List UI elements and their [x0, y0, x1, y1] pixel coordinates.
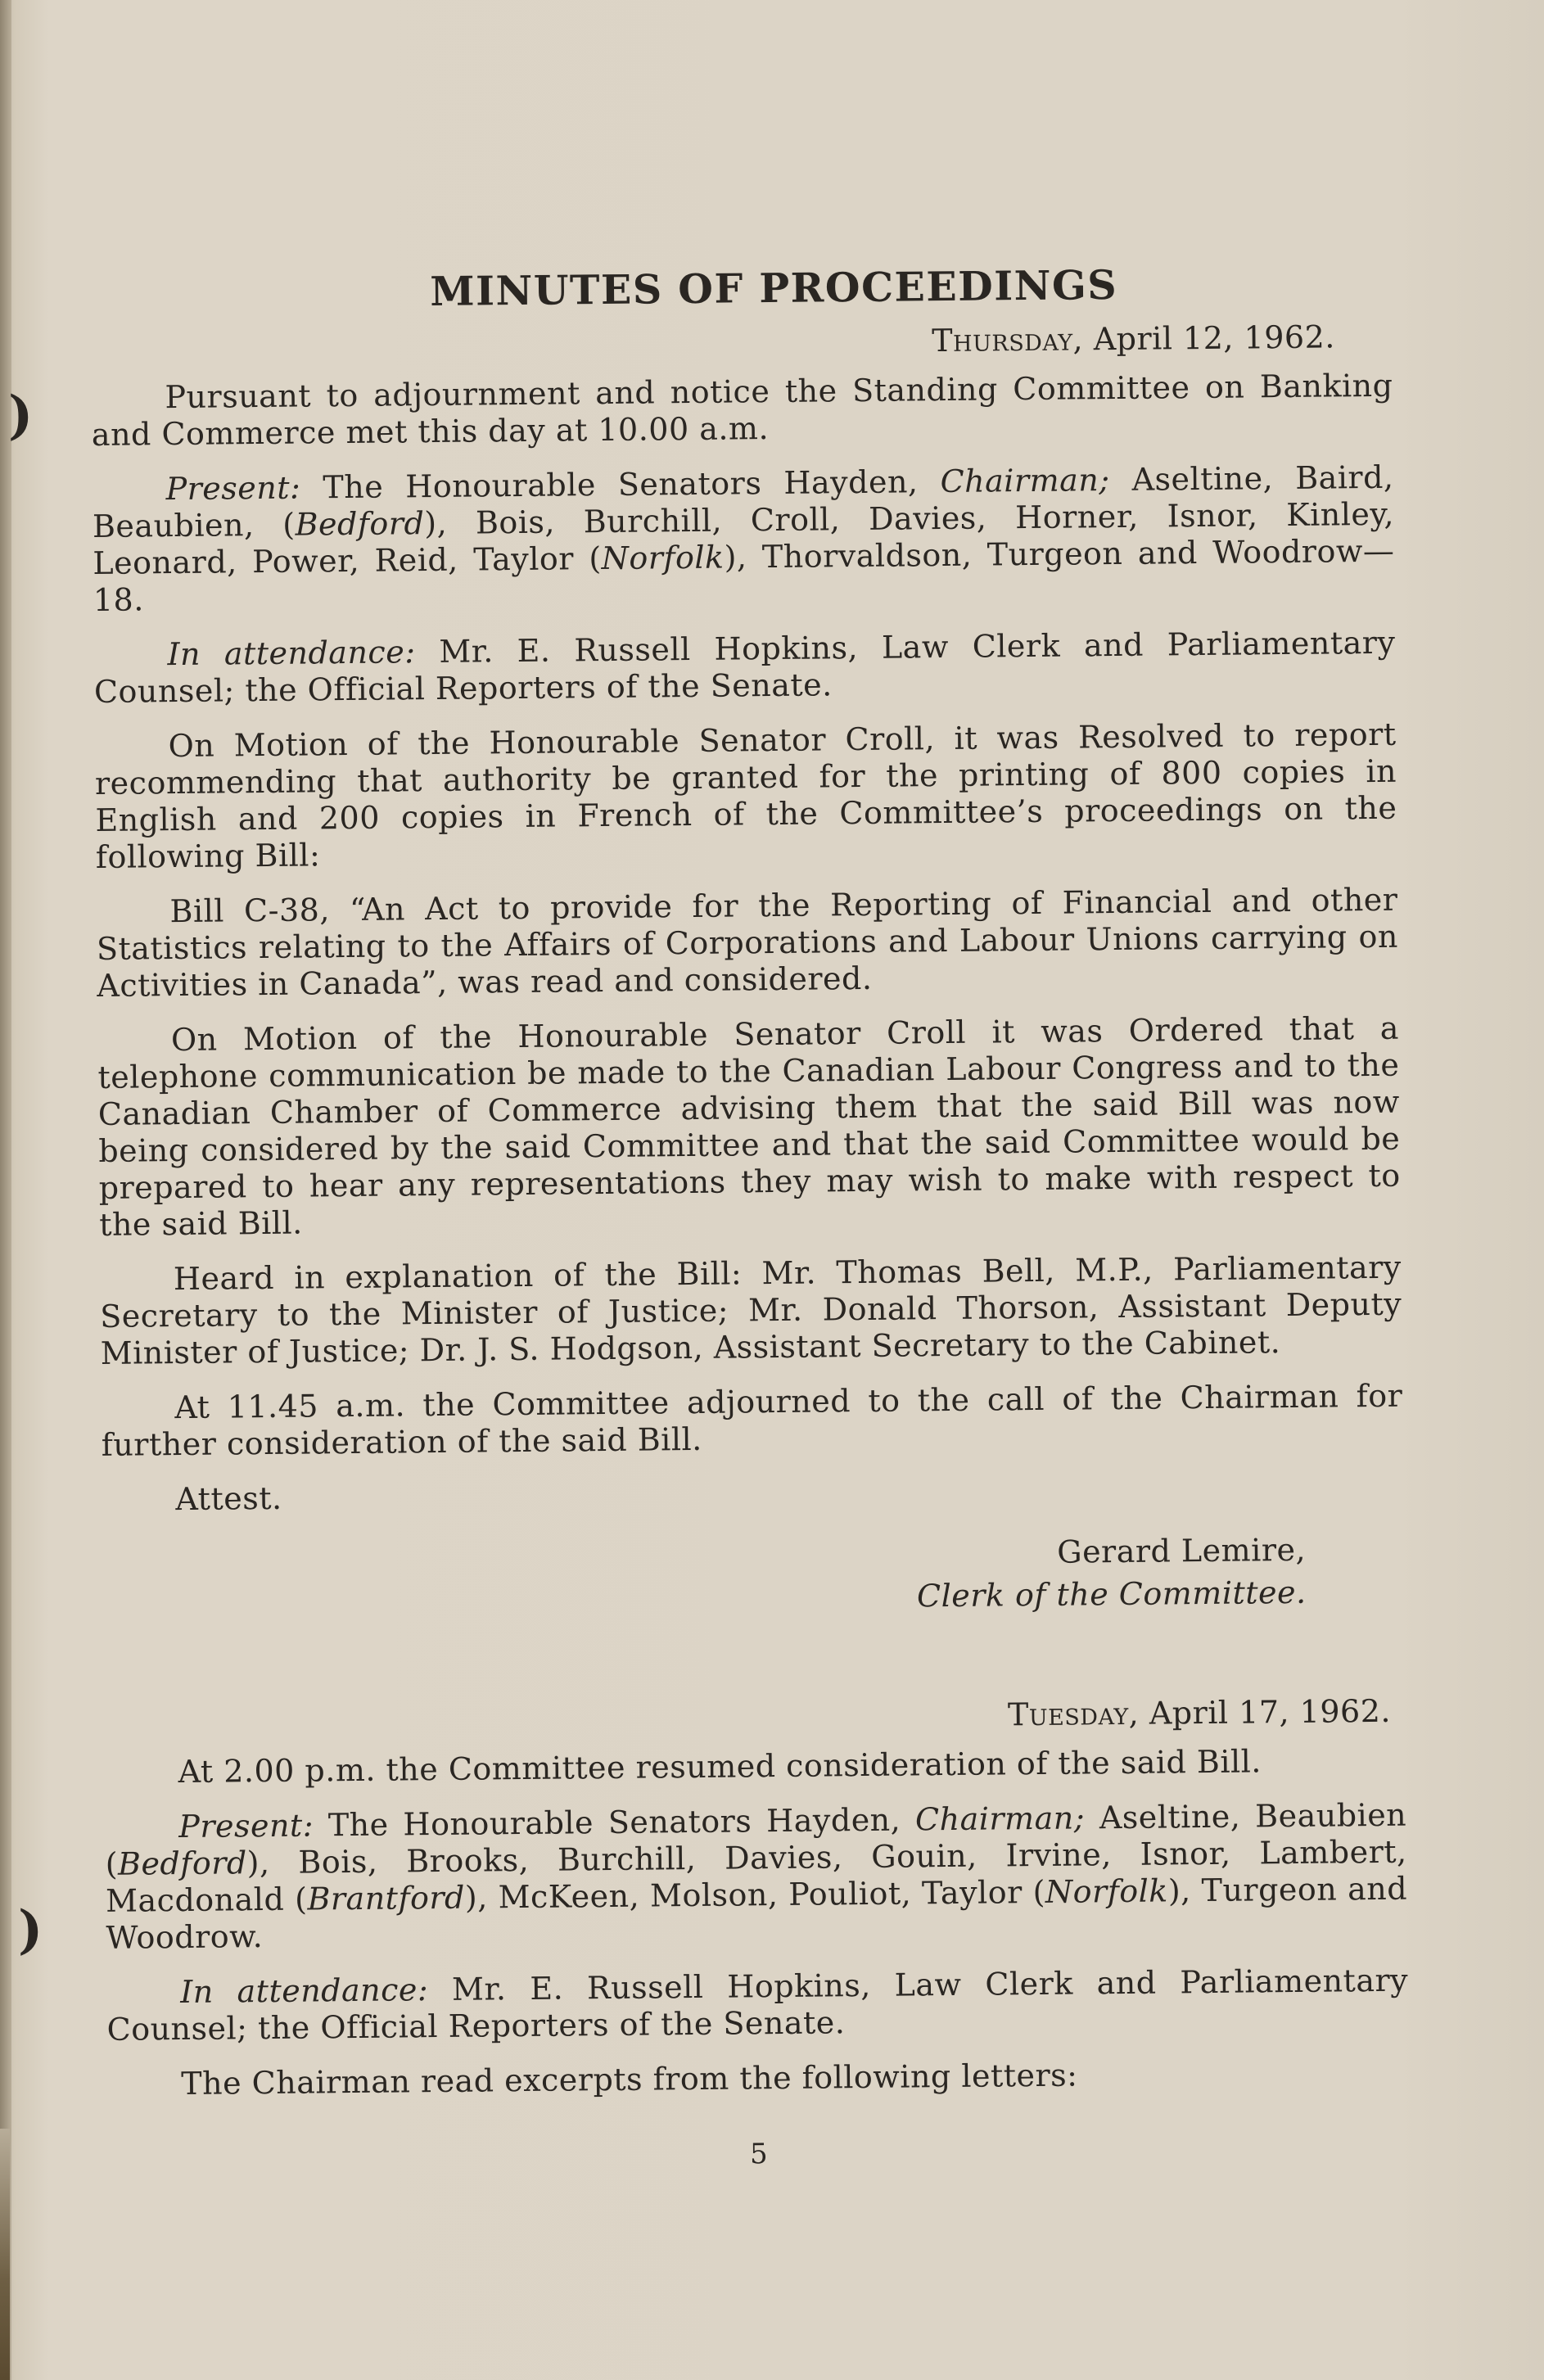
- attest-line: Attest.: [175, 1479, 282, 1518]
- paragraph-attendance: [93, 625, 1396, 711]
- constituency: Bedford: [117, 1845, 247, 1882]
- paragraph-present-2: [105, 1797, 1408, 1957]
- attendance-text: Mr. E. Russell Hopkins, Law Clerk and Parliamentary Counsel; the Official Reporters of the Senate.: [106, 1962, 1409, 2048]
- meeting-weekday: Tuesday,: [1007, 1695, 1140, 1733]
- constituency: Norfolk: [1045, 1872, 1169, 1910]
- present-text: ), McKeen, Molson, Pouliot, Taylor (: [464, 1873, 1046, 1916]
- present-text: ), Thorvaldson, Turgeon and Woodrow—18.: [93, 532, 1395, 618]
- meeting-date-text: April 17, 1962.: [1149, 1692, 1392, 1732]
- signature-title: Clerk of the Committee.: [916, 1574, 1307, 1615]
- meeting-date-text: April 12, 1962.: [1093, 318, 1336, 358]
- present-text: ), Bois, Brooks, Burchill, Davies, Gouin, Irvine, Isnor, Lambert, Macdonald (: [105, 1833, 1407, 1919]
- margin-mark-2: ): [18, 1899, 43, 1961]
- chairman-label: Chairman;: [914, 1800, 1086, 1838]
- paragraph-adjourned: At 11.45 a.m. the Committee adjourned to the call of the Chairman for further consideration of the said Bill.: [101, 1377, 1403, 1463]
- binding-shadow: [0, 2129, 10, 2380]
- document-body: [90, 258, 1410, 2179]
- present-label: Present:: [178, 1807, 314, 1845]
- signature-name: Gerard Lemire,: [1056, 1531, 1307, 1570]
- attendance-text: Mr. E. Russell Hopkins, Law Clerk and Parliamentary Counsel; the Official Reporters of the Senate.: [93, 624, 1396, 710]
- present-text: The Honourable Senators Hayden,: [313, 1801, 916, 1844]
- binding-edge: [0, 0, 11, 2380]
- meeting-weekday: Thursday,: [932, 321, 1084, 359]
- paragraph-letters: The Chairman read excerpts from the following letters:: [181, 2057, 1078, 2102]
- signature-block: [102, 1528, 1405, 1625]
- paragraph-motion-telephone: On Motion of the Honourable Senator Croll it was Ordered that a telephone communication be made to the Canadian Labour Congress and to the Canadian Chamber of Commerce advising them that the said Bill was now being considered by the said Committee and that the said Committee would be prepared to hear any representations they may wish to make with respect to the said Bill.: [97, 1009, 1401, 1243]
- page-number: 5: [749, 2138, 769, 2171]
- constituency: Brantford: [307, 1879, 466, 1917]
- present-text: The Honourable Senators Hayden,: [300, 463, 941, 506]
- paragraph-resumed: At 2.00 p.m. the Committee resumed consideration of the said Bill.: [178, 1743, 1262, 1791]
- meeting-date-1: [91, 317, 1393, 368]
- present-text: Aseltine, Beaubien (: [105, 1796, 1407, 1882]
- paragraph-heard: Heard in explanation of the Bill: Mr. Thomas Bell, M.P., Parliamentary Secretary to the Minister of Justice; Mr. Donald Thorson, Assistant Deputy Minister of Justice; Dr. J. S. Hodgson, Assistant Secretary to the Cabinet.: [100, 1249, 1402, 1371]
- constituency: Norfolk: [601, 539, 725, 577]
- chairman-label: Chairman;: [940, 462, 1110, 500]
- constituency: Bedford: [295, 505, 425, 543]
- paragraph-motion-printing: On Motion of the Honourable Senator Croll, it was Resolved to report recommending that authority be granted for the printing of 800 copies in English and 200 copies in French of the Committee’s proceedings on the following Bill:: [94, 716, 1397, 875]
- attendance-label: In attendance:: [179, 1971, 429, 2011]
- attendance-label: In attendance:: [167, 634, 416, 673]
- present-label: Present:: [165, 469, 301, 508]
- page-title: MINUTES OF PROCEEDINGS: [430, 260, 1118, 316]
- present-text: ), Turgeon and Woodrow.: [106, 1870, 1408, 1956]
- present-text: Aseltine, Baird, Beaubien, (: [92, 458, 1394, 544]
- meeting-date-2: [104, 1691, 1406, 1743]
- present-text: ), Bois, Burchill, Croll, Davies, Horner, Isnor, Kinley, Leonard, Power, Reid, Taylor (: [93, 495, 1395, 581]
- paragraph-pursuant: Pursuant to adjournment and notice the Standing Committee on Banking and Commerce met this day at 10.00 a.m.: [91, 367, 1393, 453]
- paragraph-present: [92, 459, 1395, 619]
- margin-mark-1: ): [8, 385, 34, 446]
- paragraph-attendance-2: [106, 1962, 1409, 2048]
- paragraph-bill: Bill C-38, “An Act to provide for the Reporting of Financial and other Statistics relating to the Affairs of Corporations and Labour Unions carrying on Activities in Canada”, was read and considered.: [96, 881, 1399, 1004]
